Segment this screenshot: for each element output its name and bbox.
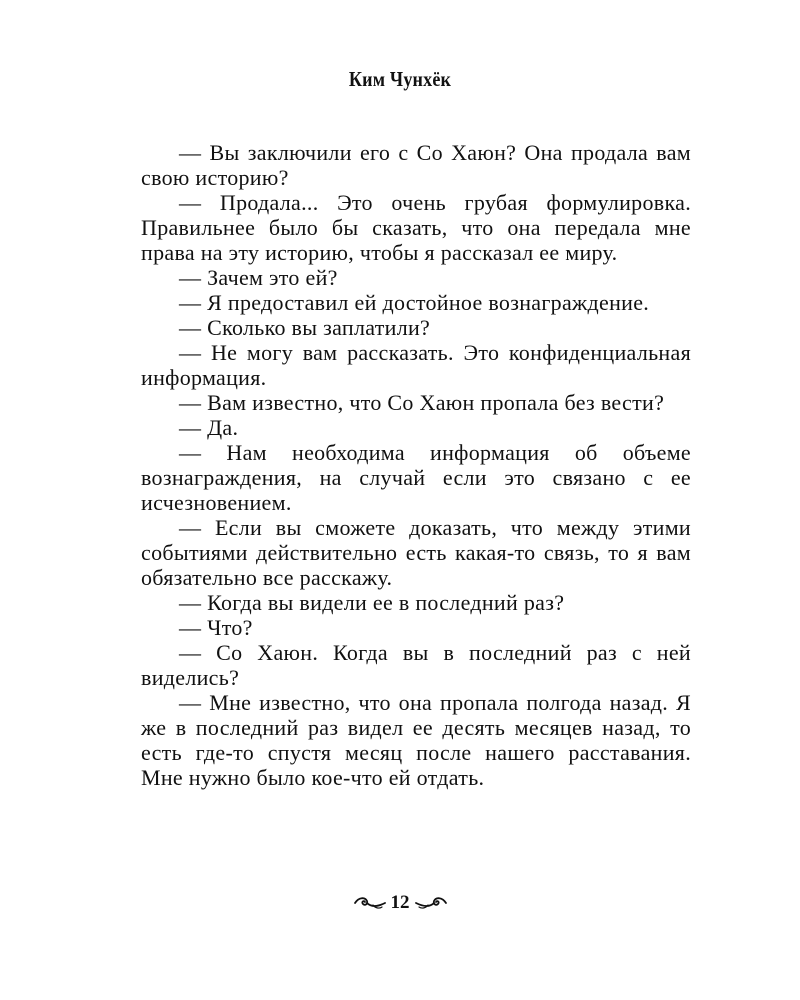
paragraph: — Зачем это ей?	[179, 265, 338, 290]
body-text	[141, 140, 691, 790]
page-folio	[0, 893, 800, 913]
scroll-ornament-left-icon	[353, 895, 387, 911]
paragraph: — Со Хаюн. Когда вы в последний раз с ней виделись?	[141, 640, 691, 690]
paragraph: — Когда вы видели ее в последний раз?	[179, 590, 565, 615]
paragraph: — Что?	[179, 615, 253, 640]
paragraph: — Продала... Это очень грубая формулировка. Правильнее было бы сказать, что она передала мне права на эту историю, чтобы я рассказал ее миру.	[141, 190, 691, 265]
paragraph: — Не могу вам рассказать. Это конфиденциальная информация.	[141, 340, 691, 390]
running-head: Ким Чунхёк	[348, 67, 452, 91]
paragraph: — Сколько вы заплатили?	[179, 315, 431, 340]
scroll-ornament-right-icon	[414, 895, 448, 911]
paragraph: — Да.	[179, 415, 239, 440]
paragraph: — Мне известно, что она пропала полгода назад. Я же в последний раз видел ее десять месяцев назад, то есть где-то спустя месяц после нашего расставания. Мне нужно было кое-что ей отдать.	[141, 690, 691, 790]
paragraph: — Я предоставил ей достойное вознаграждение.	[179, 290, 650, 315]
paragraph: — Вам известно, что Со Хаюн пропала без вести?	[179, 390, 665, 415]
page-number: 12	[390, 892, 410, 913]
paragraph: — Нам необходима информация об объеме вознаграждения, на случай если это связано с ее исчезновением.	[141, 440, 691, 515]
paragraph: — Вы заключили его с Со Хаюн? Она продала вам свою историю?	[141, 140, 691, 190]
paragraph: — Если вы сможете доказать, что между этими событиями действительно есть какая-то связь, то я вам обязательно все расскажу.	[141, 515, 691, 590]
